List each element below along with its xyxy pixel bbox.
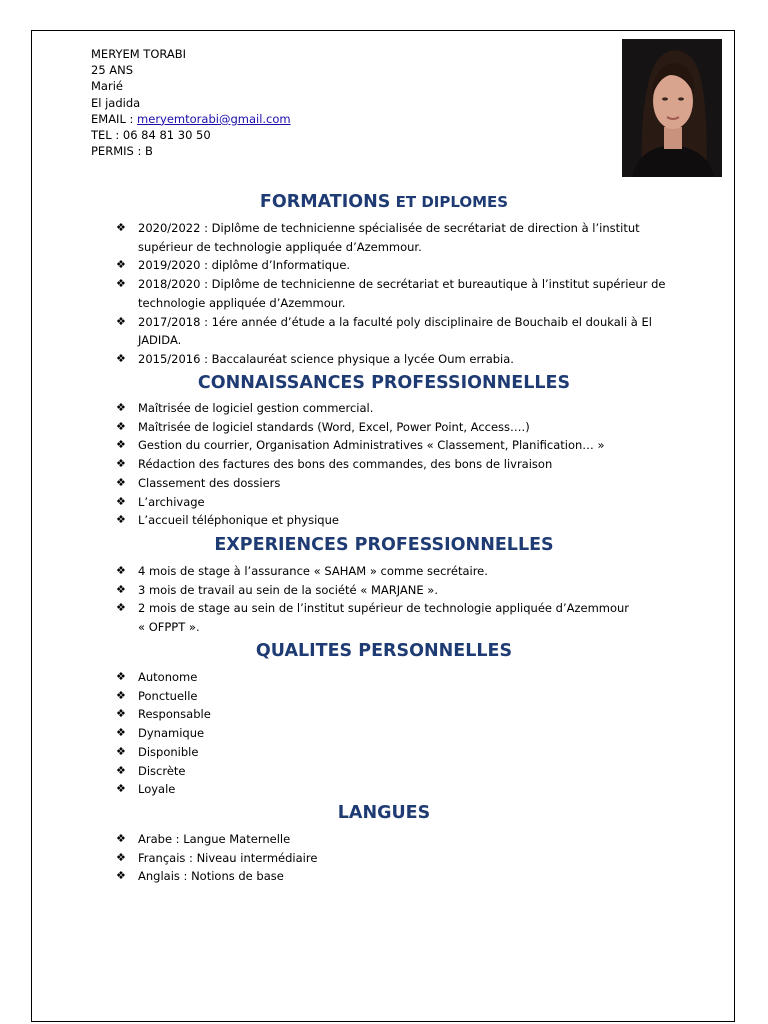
bullet-icon: ❖ — [116, 475, 126, 489]
email-label: EMAIL : — [91, 111, 138, 126]
list-item: ❖ Ponctuelle — [116, 687, 211, 706]
bullet-icon: ❖ — [116, 277, 126, 291]
list-item: ❖ Gestion du courrier, Organisation Administratives « Classement, Planification… » — [116, 436, 605, 455]
bullet-icon: ❖ — [116, 258, 126, 272]
langues-list — [116, 830, 317, 886]
bullet-icon: ❖ — [116, 601, 126, 615]
list-item: ❖ Anglais : Notions de base — [116, 867, 317, 886]
bullet-icon: ❖ — [116, 221, 126, 234]
list-item: ❖ 2019/2020 : diplôme d’Informatique. — [116, 256, 666, 275]
email-line — [91, 111, 291, 127]
bullet-icon: ❖ — [116, 850, 126, 864]
bullet-icon: ❖ — [116, 351, 126, 365]
bullet-icon: ❖ — [116, 763, 126, 777]
marital-status: Marié — [91, 79, 123, 94]
email-link[interactable]: meryemtorabi@gmail.com — [137, 111, 291, 126]
candidate-city: El jadida — [91, 95, 141, 110]
phone-line: TEL : 06 84 81 30 50 — [91, 128, 211, 143]
connaissances-list — [116, 399, 605, 530]
list-item: ❖ 2020/2022 : Diplôme de technicienne spécialisée de secrétariat de direction à l’institut supérieur de technologie appliquée d’Azemmour. — [116, 221, 640, 254]
list-item: ❖ Maîtrisée de logiciel gestion commercial. — [116, 399, 605, 418]
list-item: ❖ 2018/2020 : Diplôme de technicienne de secrétariat et bureautique à l’institut supérieur de technologie appliquée d’Azemmour. — [116, 277, 666, 310]
list-item: ❖ 2015/2016 : Baccalauréat science physique a lycée Oum errabia. — [116, 350, 666, 369]
formations-list — [116, 219, 666, 369]
bullet-icon: ❖ — [116, 401, 126, 414]
license-line: PERMIS : B — [91, 144, 153, 159]
experiences-list — [116, 562, 629, 637]
bullet-icon: ❖ — [116, 314, 126, 328]
list-item: ❖ Dynamique — [116, 724, 211, 743]
list-item: ❖ Disponible — [116, 743, 211, 762]
list-item: ❖ Rédaction des factures des bons des commandes, des bons de livraison — [116, 455, 605, 474]
list-item: ❖ Discrète — [116, 762, 211, 781]
list-item: ❖ Responsable — [116, 705, 211, 724]
list-item: ❖ Arabe : Langue Maternelle — [116, 830, 317, 849]
bullet-icon: ❖ — [116, 782, 126, 796]
profile-photo — [622, 39, 722, 177]
list-item: ❖ Maîtrisée de logiciel standards (Word, Excel, Power Point, Access….) — [116, 418, 605, 437]
list-item: ❖ Loyale — [116, 780, 211, 799]
bullet-icon: ❖ — [116, 438, 126, 452]
list-item: ❖ L’archivage — [116, 493, 605, 512]
list-item: ❖ L’accueil téléphonique et physique — [116, 511, 605, 530]
list-item: ❖ Autonome — [116, 668, 211, 687]
bullet-icon: ❖ — [116, 564, 126, 577]
langues-heading: LANGUES — [337, 803, 431, 823]
bullet-icon: ❖ — [116, 832, 126, 845]
formations-heading: FORMATIONS ET DIPLOMES — [259, 192, 509, 212]
candidate-age: 25 ANS — [91, 63, 134, 78]
connaissances-heading: CONNAISSANCES PROFESSIONNELLES — [197, 373, 571, 393]
list-item: ❖ 4 mois de stage à l’assurance « SAHAM » comme secrétaire. — [116, 562, 629, 581]
list-item: ❖ 2017/2018 : 1ére année d’étude a la faculté poly disciplinaire de Bouchaib el doukali à El JADIDA. — [116, 314, 652, 348]
experiences-heading: EXPERIENCES PROFESSIONNELLES — [214, 535, 554, 555]
list-item: ❖ Classement des dossiers — [116, 474, 605, 493]
list-item: ❖ 3 mois de travail au sein de la société « MARJANE ». — [116, 581, 629, 600]
qualites-heading: QUALITES PERSONNELLES — [255, 641, 513, 661]
list-item: ❖ Français : Niveau intermédiaire — [116, 849, 317, 868]
bullet-icon: ❖ — [116, 457, 126, 471]
qualites-list — [116, 668, 211, 799]
bullet-icon: ❖ — [116, 419, 126, 433]
bullet-icon: ❖ — [116, 726, 126, 740]
bullet-icon: ❖ — [116, 494, 126, 508]
bullet-icon: ❖ — [116, 869, 126, 883]
bullet-icon: ❖ — [116, 513, 126, 527]
bullet-icon: ❖ — [116, 582, 126, 596]
bullet-icon: ❖ — [116, 670, 126, 683]
candidate-name: MERYEM TORABI — [91, 47, 187, 61]
contact-block — [91, 46, 291, 159]
list-item: ❖ 2 mois de stage au sein de l’institut supérieur de technologie appliquée d’Azemmour « OFPPT ». — [116, 601, 630, 635]
bullet-icon: ❖ — [116, 744, 126, 758]
bullet-icon: ❖ — [116, 707, 126, 721]
bullet-icon: ❖ — [116, 688, 126, 702]
